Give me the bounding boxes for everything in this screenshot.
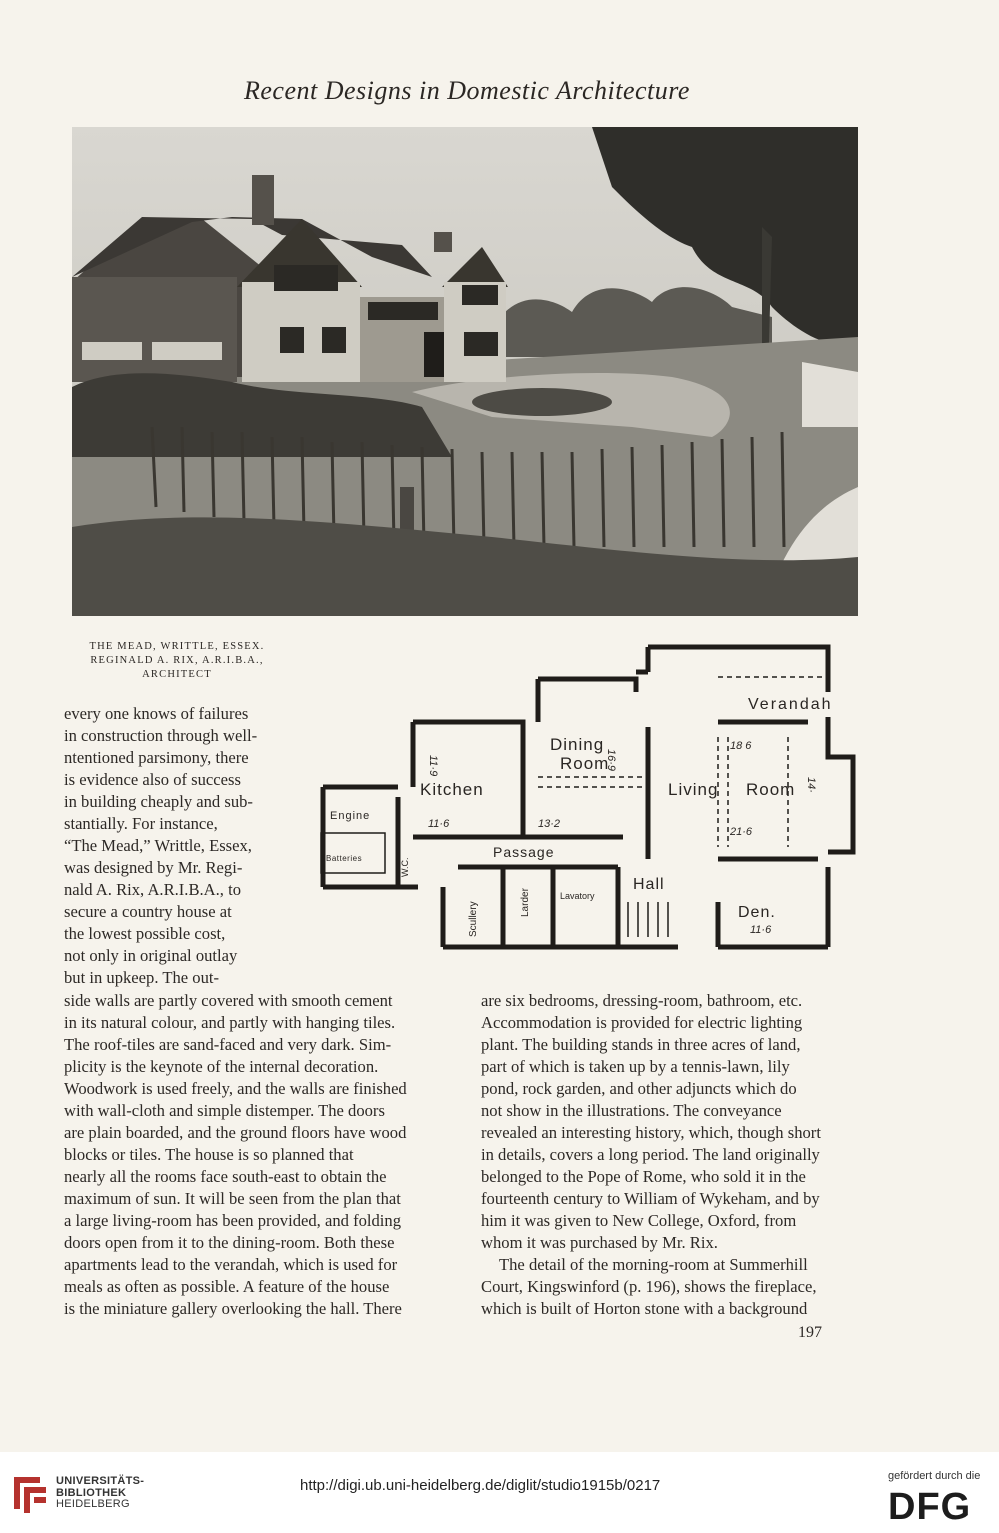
text-line: revealed an interesting history, which, though short [481,1123,821,1142]
caption-line-1: THE MEAD, WRITTLE, ESSEX. [89,641,265,652]
plan-label-dining: Dining [550,735,605,754]
text-line: nald A. Rix, A.R.I.B.A., to [64,880,242,899]
text-line: is evidence also of success [64,770,241,789]
plan-label-living: Living [668,780,719,799]
floor-plan [318,637,863,955]
text-line: whom it was purchased by Mr. Rix. [481,1233,718,1252]
plan-dim-kitchen-depth: 11·9 [427,755,439,777]
plan-dim-living-1: 18 6 [730,740,752,752]
text-line: in details, covers a long period. The land originally [481,1145,820,1164]
dfg-logo: DFG [888,1486,972,1528]
plan-label-lavatory: Lavatory [560,891,595,901]
body-text-right-column [481,990,869,1320]
text-line: Woodwork is used freely, and the walls are finished [64,1079,407,1098]
text-line: pond, rock garden, and other adjuncts which do [481,1079,797,1098]
text-line: secure a country house at [64,902,232,921]
text-line: The roof-tiles are sand-faced and very dark. Sim- [64,1035,392,1054]
text-line: in construction through well- [64,726,258,745]
text-line: “The Mead,” Writtle, Essex, [64,836,252,855]
page-header-title: Recent Designs in Domestic Architecture [244,76,690,105]
text-line: plant. The building stands in three acres of land, [481,1035,801,1054]
plan-label-living-room: Room [746,780,796,799]
plan-dim-dining-width: 13·2 [538,818,561,830]
text-line: not show in the illustrations. The conveyance [481,1101,782,1120]
plan-dim-dining-depth: 16·9 [605,749,617,772]
text-line: Court, Kingswinford (p. 196), shows the fireplace, [481,1277,817,1296]
plan-label-passage: Passage [493,844,555,860]
library-name [56,1476,144,1511]
text-line: ntentioned parsimony, there [64,748,249,767]
text-line: part of which is taken up by a tennis-lawn, lily [481,1057,790,1076]
text-line: belonged to the Pope of Rome, who sold it in the [481,1167,806,1186]
text-line: in its natural colour, and partly with hanging tiles. [64,1013,396,1032]
plan-label-batteries: Batteries [326,854,363,863]
text-line: apartments lead to the verandah, which is used for [64,1255,398,1274]
page-number: 197 [798,1324,822,1341]
library-name-line-1: UNIVERSITÄTS- [56,1475,145,1487]
plan-label-scullery: Scullery [468,901,479,937]
text-line: doors open from it to the dining-room. Both these [64,1233,395,1252]
text-line: meals as often as possible. A feature of the house [64,1277,390,1296]
text-line: plicity is the keynote of the internal decoration. [64,1057,379,1076]
text-line: The detail of the morning-room at Summerhill [499,1255,808,1274]
text-line: not only in original outlay [64,946,238,965]
text-line: the lowest possible cost, [64,924,226,943]
plan-dim-living-3: 14· [805,777,817,793]
library-name-line-3: HEIDELBERG [56,1498,130,1510]
text-line: a large living-room has been provided, and folding [64,1211,402,1230]
text-line: blocks or tiles. The house is so planned that [64,1145,354,1164]
house-photograph [72,127,858,616]
plan-dim-den: 11·6 [750,924,772,936]
plan-dim-living-2: 21·6 [730,826,753,838]
text-line: stantially. For instance, [64,814,218,833]
body-text-narrow [64,703,278,989]
plan-label-larder: Larder [520,888,531,917]
text-line: side walls are partly covered with smooth cement [64,991,393,1010]
text-line: which is built of Horton stone with a background [481,1299,808,1318]
plan-label-hall: Hall [633,876,665,893]
plan-dim-kitchen-width: 11·6 [428,818,450,830]
caption-line-3: ARCHITECT [142,669,212,680]
plan-label-den: Den. [738,904,776,921]
text-line: him it was given to New College, Oxford, from [481,1211,797,1230]
text-line: nearly all the rooms face south-east to obtain the [64,1167,387,1186]
library-logo-icon [10,1471,50,1520]
plan-label-dining-room: Room [560,754,610,773]
text-line: in building cheaply and sub- [64,792,253,811]
plan-label-verandah: Verandah [748,696,833,713]
text-line: is the miniature gallery overlooking the hall. There [64,1299,402,1318]
text-line: with wall-cloth and simple distemper. The doors [64,1101,385,1120]
photo-caption [72,640,282,682]
source-url-link[interactable]: http://digi.ub.uni-heidelberg.de/diglit/studio1915b/0217 [300,1477,661,1494]
text-line: Accommodation is provided for electric lighting [481,1013,803,1032]
text-line: are plain boarded, and the ground floors have wood [64,1123,407,1142]
plan-label-wc: W.C. [400,857,410,877]
plan-label-engine: Engine [330,810,371,822]
text-line: was designed by Mr. Regi- [64,858,243,877]
library-name-line-2: BIBLIOTHEK [56,1486,127,1499]
text-line: every one knows of failures [64,704,249,723]
sponsor-text: gefördert durch die [888,1470,981,1482]
text-line: fourteenth century to William of Wykeham, and by [481,1189,820,1208]
text-line: are six bedrooms, dressing-room, bathroom, etc. [481,991,803,1010]
text-line: but in upkeep. The out- [64,968,219,987]
caption-line-2: REGINALD A. RIX, A.R.I.B.A., [90,655,264,666]
body-text-left-column [64,990,457,1320]
text-line: maximum of sun. It will be seen from the plan that [64,1189,401,1208]
plan-label-kitchen: Kitchen [420,780,484,799]
